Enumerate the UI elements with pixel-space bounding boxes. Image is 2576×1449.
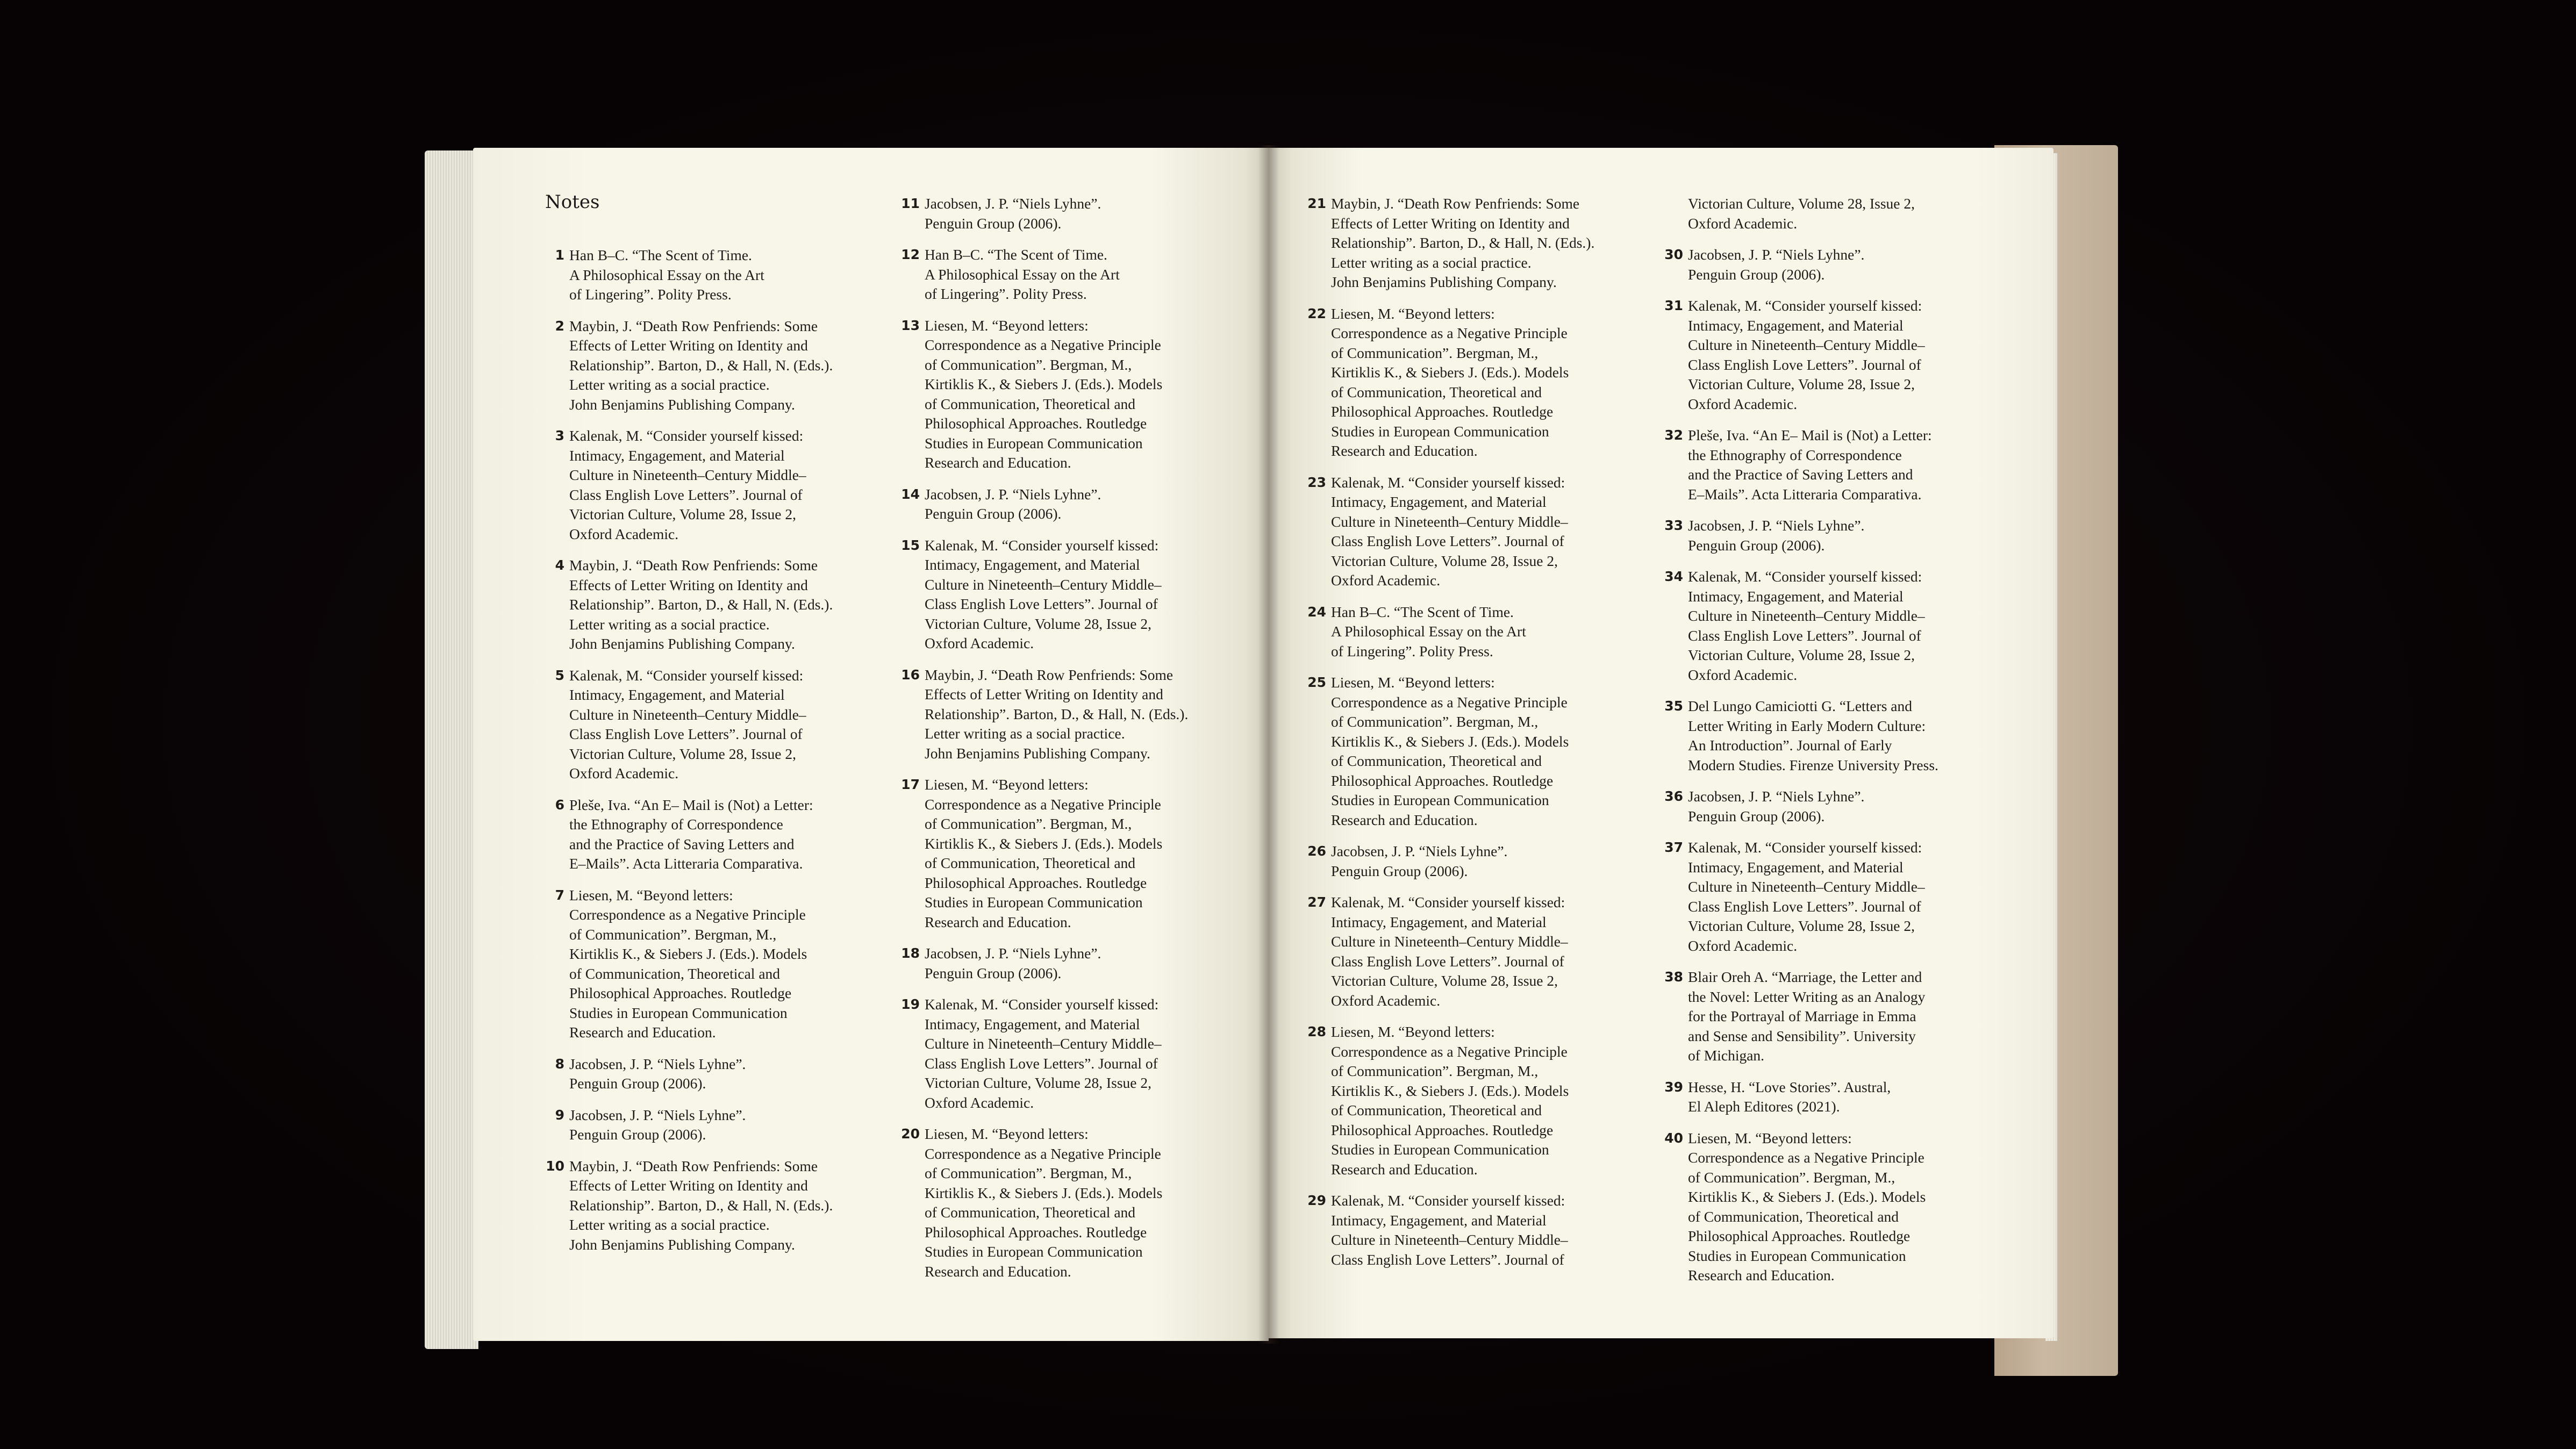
footnote-text: Han B–C. “The Scent of Time. A Philosophical Essay on the Art of Lingering”. Polity Press. bbox=[1331, 603, 1526, 659]
footnote-number: 35 bbox=[1664, 698, 1683, 714]
footnote-item bbox=[1665, 567, 2009, 685]
footnote-item bbox=[546, 1157, 890, 1255]
footnote-text: Jacobsen, J. P. “Niels Lyhne”. Penguin Group (2006). bbox=[1331, 843, 1508, 879]
page-block-edge-left bbox=[425, 150, 478, 1349]
footnote-number: 18 bbox=[901, 945, 920, 961]
footnote-text: Jacobsen, J. P. “Niels Lyhne”. Penguin Group (2006). bbox=[925, 945, 1101, 981]
footnote-number: 4 bbox=[555, 557, 564, 573]
footnote-number: 16 bbox=[901, 666, 920, 683]
footnote-number: 17 bbox=[901, 777, 920, 792]
footnote-item bbox=[901, 316, 1246, 473]
footnote-item bbox=[546, 1106, 890, 1145]
footnote-item bbox=[901, 665, 1246, 764]
footnote-number: 36 bbox=[1664, 788, 1683, 804]
footnote-item bbox=[546, 886, 890, 1043]
footnote-text: Kalenak, M. “Consider yourself kissed: Intimacy, Engagement, and Material Culture in Nineteenth–Century Middle– Class English Love Letters”. Journal of Victorian Culture, Volume 28, Issue 2, Oxford Academic. bbox=[1688, 297, 1925, 412]
footnote-number: 5 bbox=[555, 667, 564, 683]
footnote-number: 40 bbox=[1664, 1130, 1683, 1146]
footnote-item bbox=[1665, 296, 2009, 414]
footnote-number: 31 bbox=[1664, 298, 1683, 313]
footnote-number: 39 bbox=[1664, 1079, 1683, 1095]
footnote-number: 27 bbox=[1307, 894, 1326, 910]
footnote-item bbox=[1308, 1022, 1652, 1179]
footnote-item bbox=[1308, 673, 1652, 830]
footnote-number: 9 bbox=[555, 1107, 564, 1123]
footnote-text: Kalenak, M. “Consider yourself kissed: Intimacy, Engagement, and Material Culture in Nineteenth–Century Middle– Class English Love Letters”. Journal of Victorian Culture, Volume 28, Issue 2, Oxford Academic. bbox=[1331, 894, 1568, 1009]
footnote-number: 2 bbox=[555, 318, 564, 334]
footnote-text: Jacobsen, J. P. “Niels Lyhne”. Penguin Group (2006). bbox=[1688, 788, 1865, 824]
footnote-item bbox=[901, 944, 1246, 983]
footnote-item bbox=[1665, 426, 2009, 504]
footnote-text: Han B–C. “The Scent of Time. A Philosophical Essay on the Art of Lingering”. Polity Press. bbox=[569, 247, 764, 303]
footnote-number: 29 bbox=[1307, 1193, 1326, 1208]
footnote-number: 14 bbox=[901, 486, 920, 502]
book-gutter bbox=[1258, 145, 1279, 1344]
footnote-item bbox=[1665, 516, 2009, 555]
notes-column-2 bbox=[901, 194, 1246, 1293]
footnote-text: Jacobsen, J. P. “Niels Lyhne”. Penguin Group (2006). bbox=[569, 1055, 746, 1092]
footnote-text: Victorian Culture, Volume 28, Issue 2, Oxford Academic. bbox=[1688, 195, 1915, 232]
footnote-text: Liesen, M. “Beyond letters: Correspondence as a Negative Principle of Communication”. Bergman, M., Kirtiklis K., & Siebers J. (Eds.). Models of Communication, Theoretical and Philosophical Approaches. Routledge Studies in European Communication Research and Education. bbox=[925, 1125, 1163, 1280]
footnote-number: 7 bbox=[555, 887, 564, 903]
footnote-text: Liesen, M. “Beyond letters: Correspondence as a Negative Principle of Communication”. Bergman, M., Kirtiklis K., & Siebers J. (Eds.). Models of Communication, Theoretical and Philosophical Approaches. Routledge Studies in European Communication Research and Education. bbox=[1331, 674, 1569, 828]
footnote-item bbox=[1665, 967, 2009, 1066]
footnote-number: 24 bbox=[1307, 604, 1326, 620]
footnote-text: Del Lungo Camiciotti G. “Letters and Letter Writing in Early Modern Culture: An Introduction”. Journal of Early Modern Studies. Firenze University Press. bbox=[1688, 698, 1938, 773]
footnote-item bbox=[901, 995, 1246, 1113]
footnote-item bbox=[1665, 245, 2009, 284]
footnote-text: Kalenak, M. “Consider yourself kissed: Intimacy, Engagement, and Material Culture in Nineteenth–Century Middle– Class English Love Letters”. Journal of bbox=[1331, 1192, 1568, 1268]
footnote-number: 26 bbox=[1307, 843, 1326, 859]
footnote-item bbox=[901, 485, 1246, 524]
footnote-text: Hesse, H. “Love Stories”. Austral, El Aleph Editores (2021). bbox=[1688, 1078, 1891, 1115]
footnote-number: 28 bbox=[1307, 1024, 1326, 1039]
footnote-text: Kalenak, M. “Consider yourself kissed: Intimacy, Engagement, and Material Culture in Nineteenth–Century Middle– Class English Love Letters”. Journal of Victorian Culture, Volume 28, Issue 2, Oxford Academic. bbox=[569, 427, 806, 542]
footnote-text: Liesen, M. “Beyond letters: Correspondence as a Negative Principle of Communication”. Bergman, M., Kirtiklis K., & Siebers J. (Eds.). Models of Communication, Theoretical and Philosophical Approaches. Routledge Studies in European Communication Research and Education. bbox=[925, 317, 1163, 471]
footnote-item bbox=[1665, 838, 2009, 956]
footnote-number: 34 bbox=[1664, 569, 1683, 584]
footnote-item bbox=[1665, 194, 2009, 233]
notes-column-3 bbox=[1308, 194, 1652, 1281]
footnote-text: Maybin, J. “Death Row Penfriends: Some Effects of Letter Writing on Identity and Relationship”. Barton, D., & Hall, N. (Eds.). Letter writing as a social practice. John Benjamins Publishing Company. bbox=[569, 1157, 833, 1253]
footnote-item bbox=[546, 426, 890, 544]
footnote-text: Liesen, M. “Beyond letters: Correspondence as a Negative Principle of Communication”. Bergman, M., Kirtiklis K., & Siebers J. (Eds.). Models of Communication, Theoretical and Philosophical Approaches. Routledge Studies in European Communication Research and Education. bbox=[925, 776, 1163, 930]
footnote-number: 8 bbox=[555, 1056, 564, 1072]
notes-column-1 bbox=[546, 246, 890, 1266]
footnote-text: Liesen, M. “Beyond letters: Correspondence as a Negative Principle of Communication”. Bergman, M., Kirtiklis K., & Siebers J. (Eds.). Models of Communication, Theoretical and Philosophical Approaches. Routledge Studies in European Communication Research and Education. bbox=[1331, 305, 1569, 459]
footnote-item bbox=[1665, 1129, 2009, 1286]
footnote-item bbox=[546, 246, 890, 305]
footnote-text: Pleše, Iva. “An E– Mail is (Not) a Letter: the Ethnography of Correspondence and the Practice of Saving Letters and E–Mails”. Acta Litteraria Comparativa. bbox=[569, 796, 813, 872]
footnote-number: 23 bbox=[1307, 474, 1326, 490]
footnote-text: Kalenak, M. “Consider yourself kissed: Intimacy, Engagement, and Material Culture in Nineteenth–Century Middle– Class English Love Letters”. Journal of Victorian Culture, Volume 28, Issue 2, Oxford Academic. bbox=[569, 666, 806, 781]
footnote-item bbox=[1665, 1078, 2009, 1117]
footnote-item bbox=[546, 795, 890, 874]
footnote-item bbox=[1308, 602, 1652, 662]
footnote-item bbox=[546, 556, 890, 654]
footnote-number: 3 bbox=[555, 428, 564, 443]
footnote-number: 20 bbox=[901, 1126, 920, 1142]
footnote-text: Han B–C. “The Scent of Time. A Philosophical Essay on the Art of Lingering”. Polity Press. bbox=[925, 246, 1120, 302]
footnote-item bbox=[1308, 473, 1652, 591]
footnote-item bbox=[1665, 697, 2009, 775]
notes-column-4 bbox=[1665, 194, 2009, 1297]
notes-heading: Notes bbox=[545, 191, 600, 213]
footnote-item bbox=[901, 1124, 1246, 1281]
footnote-text: Jacobsen, J. P. “Niels Lyhne”. Penguin Group (2006). bbox=[1688, 517, 1865, 554]
footnote-number: 37 bbox=[1664, 840, 1683, 855]
footnote-number: 15 bbox=[901, 537, 920, 553]
footnote-text: Jacobsen, J. P. “Niels Lyhne”. Penguin Group (2006). bbox=[925, 195, 1101, 232]
footnote-item bbox=[1308, 1191, 1652, 1269]
footnote-item bbox=[546, 666, 890, 784]
footnote-number: 21 bbox=[1307, 196, 1326, 211]
footnote-text: Liesen, M. “Beyond letters: Correspondence as a Negative Principle of Communication”. Bergman, M., Kirtiklis K., & Siebers J. (Eds.). Models of Communication, Theoretical and Philosophical Approaches. Routledge Studies in European Communication Research and Education. bbox=[569, 886, 807, 1041]
footnote-text: Maybin, J. “Death Row Penfriends: Some Effects of Letter Writing on Identity and Relationship”. Barton, D., & Hall, N. (Eds.). Letter writing as a social practice. John Benjamins Publishing Company. bbox=[569, 557, 833, 652]
footnote-item bbox=[1308, 194, 1652, 292]
footnote-text: Jacobsen, J. P. “Niels Lyhne”. Penguin Group (2006). bbox=[925, 485, 1101, 522]
footnote-item bbox=[1308, 893, 1652, 1010]
footnote-item bbox=[901, 775, 1246, 932]
footnote-number: 33 bbox=[1664, 518, 1683, 533]
footnote-number: 38 bbox=[1664, 969, 1683, 985]
footnote-text: Liesen, M. “Beyond letters: Correspondence as a Negative Principle of Communication”. Bergman, M., Kirtiklis K., & Siebers J. (Eds.). Models of Communication, Theoretical and Philosophical Approaches. Routledge Studies in European Communication Research and Education. bbox=[1331, 1023, 1569, 1178]
footnote-number: 32 bbox=[1664, 427, 1683, 443]
footnote-item bbox=[901, 245, 1246, 304]
footnote-text: Maybin, J. “Death Row Penfriends: Some Effects of Letter Writing on Identity and Relationship”. Barton, D., & Hall, N. (Eds.). Letter writing as a social practice. John Benjamins Publishing Company. bbox=[925, 666, 1189, 762]
footnote-number: 22 bbox=[1307, 305, 1326, 321]
footnote-number: 30 bbox=[1664, 247, 1683, 262]
footnote-text: Kalenak, M. “Consider yourself kissed: Intimacy, Engagement, and Material Culture in Nineteenth–Century Middle– Class English Love Letters”. Journal of Victorian Culture, Volume 28, Issue 2, Oxford Academic. bbox=[925, 536, 1162, 651]
footnote-text: Kalenak, M. “Consider yourself kissed: Intimacy, Engagement, and Material Culture in Nineteenth–Century Middle– Class English Love Letters”. Journal of Victorian Culture, Volume 28, Issue 2, Oxford Academic. bbox=[1688, 568, 1925, 683]
footnote-text: Blair Oreh A. “Marriage, the Letter and the Novel: Letter Writing as an Analogy for the Portrayal of Marriage in Emma and Sense and Sensibility”. University of Michigan. bbox=[1688, 969, 1926, 1064]
footnote-text: Pleše, Iva. “An E– Mail is (Not) a Letter: the Ethnography of Correspondence and the Practice of Saving Letters and E–Mails”. Acta Litteraria Comparativa. bbox=[1688, 427, 1932, 503]
footnote-item bbox=[1308, 842, 1652, 881]
footnote-text: Jacobsen, J. P. “Niels Lyhne”. Penguin Group (2006). bbox=[569, 1106, 746, 1143]
footnote-number: 10 bbox=[546, 1158, 564, 1174]
footnote-text: Kalenak, M. “Consider yourself kissed: Intimacy, Engagement, and Material Culture in Nineteenth–Century Middle– Class English Love Letters”. Journal of Victorian Culture, Volume 28, Issue 2, Oxford Academic. bbox=[1331, 474, 1568, 589]
footnote-number: 6 bbox=[555, 797, 564, 813]
footnote-number: 1 bbox=[555, 247, 564, 263]
footnote-item bbox=[901, 536, 1246, 654]
footnote-number: 25 bbox=[1307, 675, 1326, 690]
footnote-text: Maybin, J. “Death Row Penfriends: Some Effects of Letter Writing on Identity and Relationship”. Barton, D., & Hall, N. (Eds.). Letter writing as a social practice. John Benjamins Publishing Company. bbox=[1331, 195, 1595, 290]
footnote-text: Liesen, M. “Beyond letters: Correspondence as a Negative Principle of Communication”. Bergman, M., Kirtiklis K., & Siebers J. (Eds.). Models of Communication, Theoretical and Philosophical Approaches. Routledge Studies in European Communication Research and Education. bbox=[1688, 1129, 1926, 1283]
footnote-number: 12 bbox=[901, 247, 920, 262]
footnote-item bbox=[546, 1055, 890, 1094]
footnote-text: Kalenak, M. “Consider yourself kissed: Intimacy, Engagement, and Material Culture in Nineteenth–Century Middle– Class English Love Letters”. Journal of Victorian Culture, Volume 28, Issue 2, Oxford Academic. bbox=[925, 996, 1162, 1111]
footnote-item bbox=[546, 317, 890, 415]
footnote-item bbox=[1665, 787, 2009, 826]
footnote-item bbox=[901, 194, 1246, 233]
footnote-item bbox=[1308, 304, 1652, 461]
footnote-text: Jacobsen, J. P. “Niels Lyhne”. Penguin Group (2006). bbox=[1688, 246, 1865, 283]
footnote-number: 19 bbox=[901, 996, 920, 1012]
footnote-text: Kalenak, M. “Consider yourself kissed: Intimacy, Engagement, and Material Culture in Nineteenth–Century Middle– Class English Love Letters”. Journal of Victorian Culture, Volume 28, Issue 2, Oxford Academic. bbox=[1688, 839, 1925, 954]
footnote-number: 11 bbox=[901, 196, 920, 211]
footnote-number: 13 bbox=[901, 317, 920, 333]
footnote-text: Maybin, J. “Death Row Penfriends: Some Effects of Letter Writing on Identity and Relationship”. Barton, D., & Hall, N. (Eds.). Letter writing as a social practice. John Benjamins Publishing Company. bbox=[569, 317, 833, 413]
